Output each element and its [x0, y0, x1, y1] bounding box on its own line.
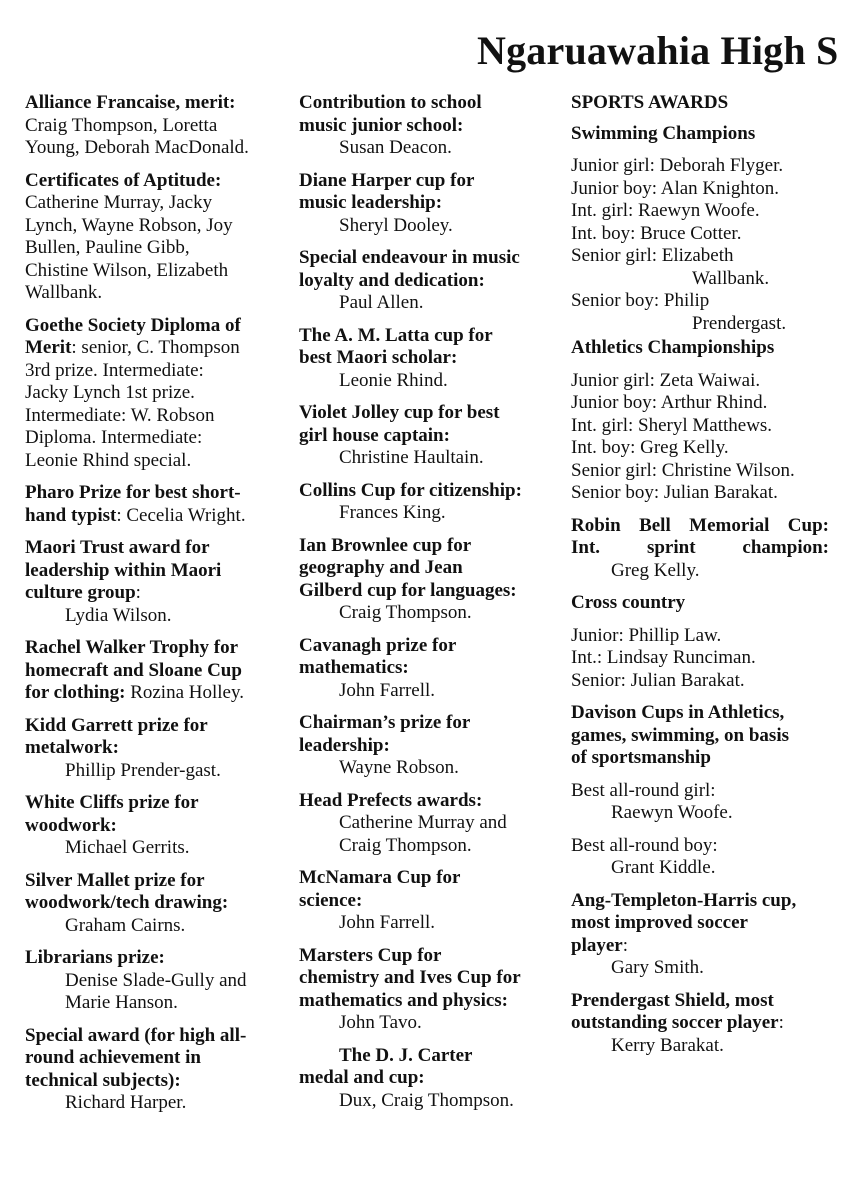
cross-country-list — [571, 625, 829, 693]
award-recipients: Wayne Robson. — [339, 757, 459, 778]
award-recipients: John Farrell. — [339, 912, 436, 933]
cross-country-heading: Cross country — [571, 592, 686, 613]
award-recipients: Lynch, Wayne Robson, Joy — [25, 214, 233, 236]
list-item: Senior boy: Philip — [571, 290, 710, 311]
award-heading: Cavanagh prize for — [299, 634, 457, 656]
sports-awards-heading: SPORTS AWARDS — [571, 92, 729, 113]
award-heading: Davison Cups in Athletics, — [571, 702, 785, 723]
award-heading: Rachel Walker Trophy for — [25, 637, 239, 658]
award-heading: technical subjects): — [25, 1069, 181, 1091]
column-1 — [25, 92, 287, 1125]
award-heading: Certificates of Aptitude: — [25, 169, 222, 191]
award-recipients: Wallbank. — [25, 282, 103, 303]
award-chairman — [299, 712, 557, 780]
award-heading: Int. sprint champion: — [571, 537, 829, 558]
list-item: Int. girl: Raewyn Woofe. — [571, 200, 760, 221]
award-heading: Silver Mallet prize for — [25, 869, 205, 891]
list-item: Int.: Lindsay Runciman. — [571, 647, 756, 668]
award-recipients: Grant Kiddle. — [611, 857, 716, 878]
list-item: Junior: Phillip Law. — [571, 624, 722, 646]
award-heading: leadership: — [299, 734, 390, 756]
award-label: Best all-round boy: — [571, 834, 718, 856]
award-heading: Chairman’s prize for — [299, 712, 471, 733]
award-heading: leadership within Maori — [25, 559, 222, 581]
award-heading: Contribution to school — [299, 92, 482, 113]
award-heading: White Cliffs prize for — [25, 792, 199, 813]
award-recipients: Christine Haultain. — [339, 447, 484, 468]
award-heading: Gilberd cup for languages: — [299, 579, 517, 601]
award-heading: woodwork/tech drawing: — [25, 892, 229, 913]
award-rachel-walker — [25, 637, 287, 705]
award-silver-mallet — [25, 870, 287, 938]
award-heading: Collins Cup for citizenship: — [299, 479, 522, 501]
award-heading: most improved soccer — [571, 912, 748, 933]
award-recipients: Intermediate: W. Robson — [25, 404, 215, 426]
award-recipients: : Cecelia Wright. — [116, 504, 246, 526]
award-kidd-garrett — [25, 715, 287, 783]
award-dj-carter — [299, 1045, 557, 1113]
award-heading: outstanding soccer player — [571, 1012, 779, 1033]
award-recipients: Phillip Prender-gast. — [65, 759, 221, 781]
award-recipients: Bullen, Pauline Gibb, — [25, 237, 190, 258]
award-recipients: Greg Kelly. — [611, 559, 700, 581]
list-item: Junior girl: Deborah Flyger. — [571, 155, 784, 176]
award-recipients: Young, Deborah MacDonald. — [25, 137, 249, 158]
award-recipients: 3rd prize. Intermediate: — [25, 359, 204, 381]
list-item: Senior: Julian Barakat. — [571, 669, 745, 691]
award-heading: The A. M. Latta cup for — [299, 324, 493, 346]
award-heading: Goethe Society Diploma of — [25, 314, 241, 336]
award-recipients: Rozina Holley. — [125, 682, 244, 703]
award-heading: Robin Bell Memorial Cup: — [571, 514, 829, 536]
award-ian-brownlee — [299, 535, 557, 625]
award-heading: geography and Jean — [299, 557, 463, 578]
award-recipients: Sheryl Dooley. — [339, 214, 453, 236]
award-punct: : — [622, 934, 628, 956]
award-heading: girl house captain: — [299, 424, 450, 446]
award-heading: Violet Jolley cup for best — [299, 402, 500, 423]
award-head-prefects — [299, 790, 557, 858]
award-heading: games, swimming, on basis — [571, 724, 789, 746]
list-item: Junior boy: Alan Knighton. — [571, 177, 779, 199]
award-heading: medal and cup: — [299, 1067, 425, 1088]
award-recipients: Frances King. — [339, 502, 446, 523]
award-heading: player — [571, 934, 623, 956]
award-punct: : — [778, 1012, 784, 1033]
award-recipients: Gary Smith. — [611, 957, 704, 978]
award-heading: Librarians prize: — [25, 947, 165, 968]
award-maori-trust — [25, 537, 287, 627]
list-item: Senior girl: Christine Wilson. — [571, 459, 795, 481]
award-recipients: Craig Thompson. — [339, 834, 472, 856]
award-recipients: Jacky Lynch 1st prize. — [25, 382, 195, 403]
column-2 — [299, 92, 557, 1122]
award-recipients: Catherine Murray and — [339, 812, 507, 833]
award-heading: Alliance Francaise, merit: — [25, 92, 236, 113]
award-prendergast-shield — [571, 990, 829, 1058]
award-certificates-aptitude — [25, 170, 287, 305]
list-item: Junior girl: Zeta Waiwai. — [571, 369, 761, 391]
award-heading: Marsters Cup for — [299, 944, 442, 966]
column-3 — [571, 92, 829, 1067]
list-item: Int. girl: Sheryl Matthews. — [571, 414, 773, 436]
award-heading: McNamara Cup for — [299, 867, 461, 888]
award-recipients: Craig Thompson, Loretta — [25, 114, 218, 136]
award-label: Best all-round girl: — [571, 779, 716, 801]
award-heading: Maori Trust award for — [25, 537, 210, 558]
award-recipients: Chistine Wilson, Elizabeth — [25, 259, 229, 281]
best-all-round-boy — [571, 835, 829, 880]
award-special-technical — [25, 1025, 287, 1115]
award-heading: round achievement in — [25, 1047, 201, 1068]
award-mcnamara — [299, 867, 557, 935]
award-latta-cup — [299, 325, 557, 393]
award-goethe-society — [25, 315, 287, 473]
award-heading: Prendergast Shield, most — [571, 989, 774, 1011]
award-recipients: Raewyn Woofe. — [611, 802, 733, 823]
best-all-round-girl — [571, 780, 829, 825]
award-recipients: Paul Allen. — [339, 292, 424, 313]
award-davison-cups — [571, 702, 829, 770]
award-recipients: Kerry Barakat. — [611, 1034, 724, 1056]
award-violet-jolley — [299, 402, 557, 470]
award-collins-cup — [299, 480, 557, 525]
list-item: Int. boy: Greg Kelly. — [571, 437, 729, 458]
award-heading: woodwork: — [25, 814, 117, 836]
list-item: Senior girl: Elizabeth — [571, 245, 734, 266]
award-contribution-music — [299, 92, 557, 160]
award-punct: : — [135, 582, 141, 603]
award-heading: Special award (for high all- — [25, 1024, 247, 1046]
award-recipients: Marie Hanson. — [65, 992, 178, 1013]
award-recipients: Susan Deacon. — [339, 137, 452, 158]
award-recipients: Leonie Rhind. — [339, 369, 448, 391]
award-heading: science: — [299, 889, 363, 911]
list-item: Junior boy: Arthur Rhind. — [571, 392, 768, 413]
award-recipients: Graham Cairns. — [65, 914, 186, 936]
award-white-cliffs — [25, 792, 287, 860]
award-heading: Ang-Templeton-Harris cup, — [571, 889, 797, 911]
award-recipients: Denise Slade-Gully and — [65, 969, 247, 991]
award-heading: for clothing: — [25, 682, 126, 703]
award-librarians — [25, 947, 287, 1015]
award-heading: best Maori scholar: — [299, 347, 458, 368]
award-diane-harper — [299, 170, 557, 238]
award-heading: hand typist — [25, 504, 117, 526]
award-heading: metalwork: — [25, 737, 119, 758]
award-recipients: Catherine Murray, Jacky — [25, 192, 213, 213]
award-heading: Diane Harper cup for — [299, 169, 475, 191]
award-recipients: Michael Gerrits. — [65, 837, 190, 858]
award-recipients: Dux, Craig Thompson. — [339, 1089, 514, 1111]
award-marsters — [299, 945, 557, 1035]
award-heading: Merit — [25, 337, 72, 358]
award-heading: Head Prefects awards: — [299, 789, 483, 811]
page-title: Ngaruawahia High S — [477, 28, 839, 73]
award-heading: loyalty and dedication: — [299, 269, 485, 291]
swimming-list — [571, 155, 829, 335]
award-heading: music leadership: — [299, 192, 443, 213]
award-heading: mathematics and physics: — [299, 989, 509, 1011]
athletics-list — [571, 370, 829, 505]
award-pharo-prize — [25, 482, 287, 527]
award-recipients: : senior, C. Thompson — [71, 337, 240, 358]
award-recipients: Craig Thompson. — [339, 602, 472, 623]
award-recipients: Lydia Wilson. — [65, 604, 172, 626]
award-heading: Kidd Garrett prize for — [25, 714, 208, 736]
list-item: Wallbank. — [692, 267, 770, 289]
swimming-heading: Swimming Champions — [571, 122, 756, 144]
award-heading: Pharo Prize for best short- — [25, 482, 241, 503]
award-recipients: Leonie Rhind special. — [25, 449, 192, 471]
award-special-endeavour — [299, 247, 557, 315]
award-heading: homecraft and Sloane Cup — [25, 659, 242, 681]
award-heading: of sportsmanship — [571, 747, 711, 768]
award-heading: culture group — [25, 582, 136, 603]
award-heading: Special endeavour in music — [299, 247, 520, 268]
award-recipients: Diploma. Intermediate: — [25, 427, 203, 448]
award-heading: The D. J. Carter — [339, 1044, 473, 1066]
award-alliance-francaise — [25, 92, 287, 160]
award-heading: Ian Brownlee cup for — [299, 534, 472, 556]
athletics-heading: Athletics Championships — [571, 337, 775, 358]
award-heading: chemistry and Ives Cup for — [299, 967, 521, 988]
award-recipients: Richard Harper. — [65, 1092, 187, 1113]
award-recipients: John Farrell. — [339, 679, 436, 701]
award-cavanagh — [299, 635, 557, 703]
list-item: Senior boy: Julian Barakat. — [571, 482, 778, 503]
award-ang-templeton-harris — [571, 890, 829, 980]
award-heading: mathematics: — [299, 657, 409, 678]
award-recipients: John Tavo. — [339, 1012, 422, 1033]
list-item: Int. boy: Bruce Cotter. — [571, 222, 742, 244]
list-item: Prendergast. — [692, 312, 787, 334]
award-robin-bell — [571, 515, 829, 583]
award-heading: music junior school: — [299, 114, 464, 136]
